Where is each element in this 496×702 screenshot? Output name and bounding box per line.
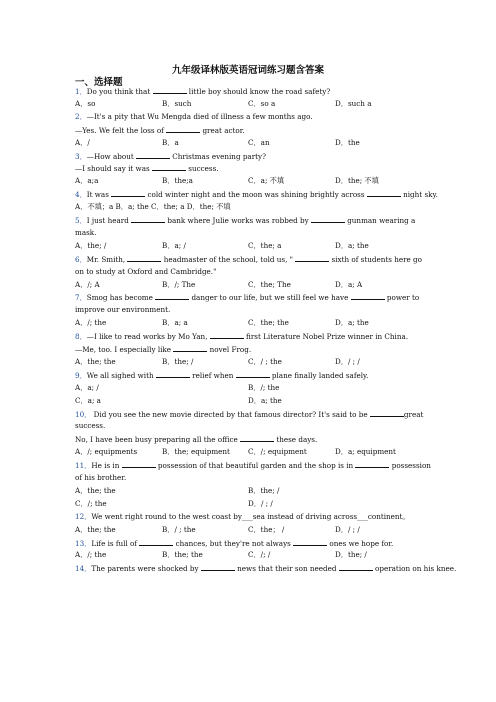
question-text: these days. xyxy=(274,435,318,445)
question-line xyxy=(75,254,422,264)
answer-blank xyxy=(355,460,389,468)
answer-blank xyxy=(111,189,145,197)
question-text: night sky. xyxy=(400,190,438,200)
answer-option: B．a; a xyxy=(162,318,188,328)
answer-blank xyxy=(201,563,235,571)
answer-option: B．a xyxy=(162,137,179,147)
question-line xyxy=(75,331,408,341)
question-text: Do you think that xyxy=(86,87,153,96)
question-number: 10． xyxy=(75,409,92,419)
question-text: possession xyxy=(389,461,431,471)
question-text: success. xyxy=(75,421,106,431)
question-line xyxy=(75,292,419,302)
answer-blank xyxy=(240,434,274,442)
question-text: news that their son needed xyxy=(234,564,339,574)
answer-option: C．the; The xyxy=(248,279,291,289)
question-number: 13． xyxy=(75,538,92,548)
question-text: mask. xyxy=(75,227,97,237)
question-text: plane finally landed safely. xyxy=(269,370,369,380)
answer-option: C．/; equipment xyxy=(248,447,307,457)
question-line xyxy=(75,228,96,237)
question-text: on to study at Oxford and Cambridge." xyxy=(75,266,217,276)
answer-blank xyxy=(131,215,165,223)
section-heading: 一、选择题 xyxy=(75,77,123,88)
question-text: —I like to read works by Mo Yan, xyxy=(86,332,210,342)
question-line xyxy=(75,202,231,211)
answer-option: C．/; the xyxy=(75,498,107,508)
question-text: power to xyxy=(384,293,420,303)
question-text: —How about xyxy=(86,151,137,161)
answer-option: B．the; / xyxy=(248,485,280,495)
answer-option: A．/; equipments xyxy=(75,447,138,457)
question-text: He is in xyxy=(91,461,122,471)
question-line xyxy=(75,434,317,444)
question-line xyxy=(75,267,216,276)
question-text: first Literature Nobel Prize winner in China. xyxy=(243,332,409,342)
question-text: bank where Julie works was robbed by xyxy=(165,216,311,225)
question-text: We all sighed with xyxy=(86,370,156,380)
question-line xyxy=(75,460,431,470)
question-text: We went right round to the west coast by___sea instead of driving across___continent。 xyxy=(91,511,410,521)
answer-option: B．a; / xyxy=(162,240,186,250)
answer-option: B．/; the xyxy=(248,382,280,392)
answer-option: A．the; the xyxy=(75,485,116,495)
question-text: Life is full of xyxy=(91,538,140,548)
question-text: chances, but they're not always xyxy=(173,538,294,548)
answer-option: C．a; a xyxy=(75,395,101,405)
answer-blank xyxy=(173,344,207,352)
answer-blank xyxy=(153,86,187,94)
answer-blank xyxy=(152,163,186,171)
answer-option: D．a; the xyxy=(335,318,369,328)
answer-blank xyxy=(339,563,373,571)
question-text: relief when xyxy=(189,370,236,380)
question-text: —I should say it was xyxy=(75,164,152,174)
question-line xyxy=(75,473,126,482)
answer-option: A．/; the xyxy=(75,318,107,328)
answer-option: C．a; 不填 xyxy=(248,176,285,186)
answer-option: D．a; A xyxy=(335,279,363,289)
question-line xyxy=(75,563,456,573)
question-text: headmaster of the school, told us, " xyxy=(161,254,296,264)
answer-option: D．/ ; / xyxy=(335,356,360,366)
question-number: 6． xyxy=(75,254,87,264)
answer-blank xyxy=(210,331,244,339)
answer-option: A．/; A xyxy=(75,279,100,289)
question-text: operation on his knee. xyxy=(372,564,457,574)
question-number: 12． xyxy=(75,511,92,521)
question-number: 11． xyxy=(75,461,92,471)
question-line xyxy=(75,215,415,225)
question-number: 4． xyxy=(75,190,87,200)
question-number: 1． xyxy=(75,87,87,96)
question-number: 14． xyxy=(75,564,92,574)
answer-option: A．the; the xyxy=(75,356,116,366)
answer-option: D．a; the xyxy=(335,240,369,250)
answer-option: B．the; equipment xyxy=(162,447,230,457)
question-number: 7． xyxy=(75,293,87,303)
question-text: little boy should know the road safety? xyxy=(186,87,331,96)
question-text: improve our environment. xyxy=(75,305,171,315)
question-text: of his brother. xyxy=(75,473,127,482)
answer-option: C．so a xyxy=(248,98,276,108)
question-text: danger to our life, but we still feel we have xyxy=(189,293,351,303)
answer-option: B．the; the xyxy=(162,550,203,560)
question-text: success. xyxy=(185,164,219,174)
answer-option: C．/ ; the xyxy=(248,356,282,366)
answer-blank xyxy=(166,125,200,133)
question-number: 5． xyxy=(75,216,87,225)
answer-blank xyxy=(236,370,270,378)
question-line xyxy=(75,151,266,161)
question-text: great actor. xyxy=(200,125,245,135)
question-text: great xyxy=(403,409,424,419)
question-text: I just heard xyxy=(86,216,132,225)
question-text: —Yes. We felt the loss of xyxy=(75,125,167,135)
answer-option: D．/ ; / xyxy=(335,524,360,534)
answer-option: D．the; / xyxy=(335,550,367,560)
answer-option: B．/ ; the xyxy=(162,524,196,534)
question-line xyxy=(75,112,313,121)
question-number: 2． xyxy=(75,111,87,121)
question-number: 9． xyxy=(75,370,87,380)
answer-option: A．/; the xyxy=(75,550,107,560)
answer-blank xyxy=(370,409,404,417)
question-text: possession of that beautiful garden and the shop is in xyxy=(155,461,356,471)
question-text: Smog has become xyxy=(86,293,156,303)
question-text: ones we hope for. xyxy=(327,538,394,548)
question-line xyxy=(75,370,368,380)
question-line xyxy=(75,409,423,419)
answer-blank xyxy=(367,189,401,197)
question-line xyxy=(75,421,105,430)
question-line xyxy=(75,163,219,173)
answer-option: C．the； / xyxy=(248,524,285,534)
answer-option: A．the; / xyxy=(75,240,107,250)
question-line xyxy=(75,86,330,96)
answer-blank xyxy=(295,254,329,262)
answer-option: C．the; the xyxy=(248,318,289,328)
answer-option: B．such xyxy=(162,98,192,108)
answer-option: D．such a xyxy=(335,98,372,108)
answer-blank xyxy=(155,292,189,300)
question-text: No, I have been busy preparing all the office xyxy=(75,435,241,445)
question-text: Mr. Smith, xyxy=(86,254,128,264)
answer-option: A．a; / xyxy=(75,382,99,392)
question-line xyxy=(75,125,245,135)
question-text: cold winter night and the moon was shining brightly across xyxy=(145,190,367,200)
answer-option: A．the; the xyxy=(75,524,116,534)
question-text: Christmas evening party? xyxy=(170,151,266,161)
answer-blank xyxy=(351,292,385,300)
answer-option: D．the xyxy=(335,137,360,147)
question-text: novel Frog. xyxy=(207,345,252,354)
answer-option: A．so xyxy=(75,98,96,108)
question-text: —Me, too. I especially like xyxy=(75,345,174,354)
answer-option: B．/; The xyxy=(162,279,196,289)
answer-blank xyxy=(136,151,170,159)
answer-option: D．/ ; / xyxy=(248,498,273,508)
answer-blank xyxy=(293,538,327,546)
answer-option: C．/; / xyxy=(248,550,271,560)
answer-blank xyxy=(127,254,161,262)
question-text: The parents were shocked by xyxy=(91,564,201,574)
question-number: 8． xyxy=(75,332,87,342)
question-line xyxy=(75,512,410,521)
question-line xyxy=(75,189,438,199)
answer-option: D．the; 不填 xyxy=(335,176,379,186)
answer-option: A．/ xyxy=(75,137,90,147)
page-title: 九年级译林版英语冠词练习题含答案 xyxy=(171,65,324,76)
answer-blank xyxy=(139,538,173,546)
answer-blank xyxy=(122,460,156,468)
question-text: sixth of students here go xyxy=(329,254,422,264)
question-number: 3． xyxy=(75,151,87,161)
answer-option: A．a;a xyxy=(75,176,99,186)
question-line xyxy=(75,344,251,354)
question-text: A．不填；a B．a; the C．the; a D．the; 不填 xyxy=(75,202,231,212)
answer-blank xyxy=(311,215,345,223)
question-text: Did you see the new movie directed by that famous director? It's said to be xyxy=(91,409,370,419)
answer-option: C．the; a xyxy=(248,240,282,250)
answer-option: D．a; equipment xyxy=(335,447,396,457)
question-text: gunman wearing a xyxy=(344,216,416,225)
question-text: It was xyxy=(86,190,112,200)
answer-blank xyxy=(156,370,190,378)
answer-option: D．a; the xyxy=(248,395,282,405)
answer-option: B．the; / xyxy=(162,356,194,366)
answer-option: B．the;a xyxy=(162,176,193,186)
question-text: —It's a pity that Wu Mengda died of illness a few months ago. xyxy=(86,111,313,121)
question-line xyxy=(75,305,170,314)
answer-option: C．an xyxy=(248,137,270,147)
question-line xyxy=(75,538,393,548)
